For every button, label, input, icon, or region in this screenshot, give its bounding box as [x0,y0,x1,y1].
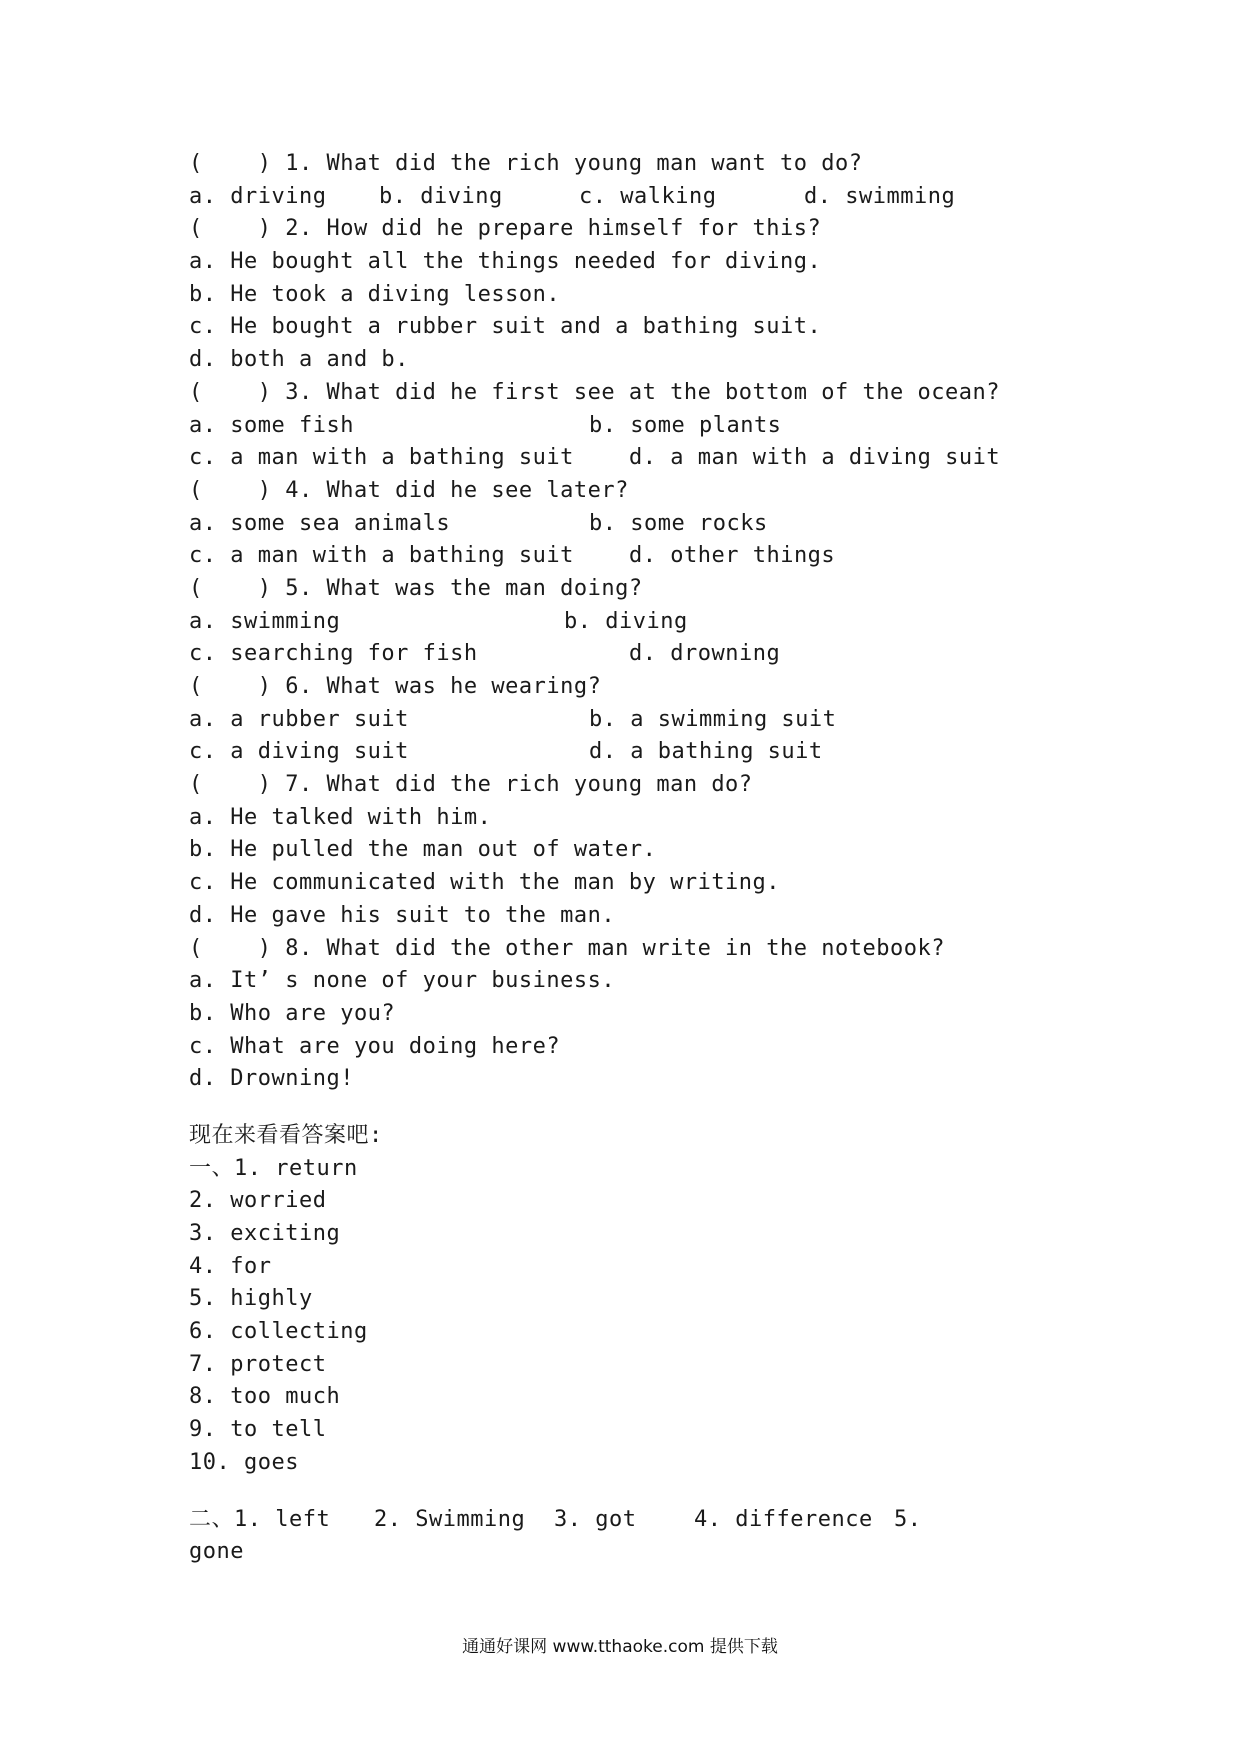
option: d. Drowning! [189,1066,354,1092]
question-stem: ( ) 7. What did the rich young man do? [189,772,753,798]
option: b. Who are you? [189,1000,396,1026]
option: b. He took a diving lesson. [189,281,561,307]
option: d. He gave his suit to the man. [189,902,616,928]
answer-item: gone [189,1539,244,1565]
answer-item: 8. too much [189,1384,341,1410]
options-row [189,606,1069,639]
question-stem: ( ) 2. How did he prepare himself for this? [189,216,822,242]
answer-item: 3. got [554,1506,637,1532]
option: b. some rocks [589,510,768,536]
option: d. both a and b. [189,347,409,373]
answers-heading: 现在来看看答案吧: [189,1122,383,1148]
options-row [189,442,1069,475]
spacer [189,1480,1069,1504]
options-row [189,181,1069,214]
option: a. some sea animals [189,510,451,536]
option: b. diving [379,183,503,209]
option: a. driving [189,183,327,209]
option: c. searching for fish [189,641,478,667]
option: b. a swimming suit [589,706,837,732]
options-row [189,736,1069,769]
answer-item: 7. protect [189,1351,327,1377]
option: d. swimming [804,183,956,209]
options-row [189,540,1069,573]
option: c. What are you doing here? [189,1033,561,1059]
option: c. a man with a bathing suit [189,445,574,471]
answer-item: 4. for [189,1253,272,1279]
answer-item: 9. to tell [189,1417,327,1443]
option: c. He communicated with the man by writing. [189,870,781,896]
option: a. It’ s none of your business. [189,968,616,994]
options-row [189,410,1069,443]
option: d. other things [629,543,836,569]
answer-item: 3. exciting [189,1221,341,1246]
answer-item: 5. highly [189,1286,313,1312]
answers-section2-row [189,1504,1069,1537]
option: c. walking [579,183,717,209]
options-row [189,508,1069,541]
option: b. diving [564,608,688,634]
answer-item: 二、1. left [189,1506,331,1532]
question-stem: ( ) 6. What was he wearing? [189,674,602,699]
option: a. a rubber suit [189,706,409,732]
option: c. a diving suit [189,739,409,765]
option: c. a man with a bathing suit [189,543,574,569]
option: c. He bought a rubber suit and a bathing suit. [189,314,822,340]
answer-item: 4. difference [694,1506,873,1532]
question-stem: ( ) 5. What was the man doing? [189,575,643,601]
page-footer: 通通好课网 www.tthaoke.com 提供下载 [462,1637,778,1657]
option: d. a bathing suit [589,739,823,765]
option: d. a man with a diving suit [629,445,1001,471]
question-stem: ( ) 8. What did the other man write in the notebook? [189,935,945,961]
spacer [189,1096,1069,1120]
option: d. drowning [629,641,781,667]
option: a. He bought all the things needed for diving. [189,249,822,275]
answer-item: 2. worried [189,1188,327,1214]
answer-item: 2. Swimming [374,1506,526,1532]
question-stem: ( ) 4. What did he see later? [189,477,629,503]
question-stem: ( ) 3. What did he first see at the bottom of the ocean? [189,379,1000,405]
option: b. some plants [589,412,782,438]
answer-item: 一、1. return [189,1155,358,1181]
answer-item: 10. goes [189,1449,299,1475]
answer-item: 6. collecting [189,1319,368,1345]
document-content [189,148,1069,1569]
options-row [189,704,1069,737]
option: b. He pulled the man out of water. [189,837,657,863]
answer-item: 5. [894,1506,922,1532]
option: a. some fish [189,412,354,438]
options-row [189,638,1069,671]
option: a. swimming [189,608,341,634]
option: a. He talked with him. [189,804,492,830]
question-stem: ( ) 1. What did the rich young man want to do? [189,151,863,176]
